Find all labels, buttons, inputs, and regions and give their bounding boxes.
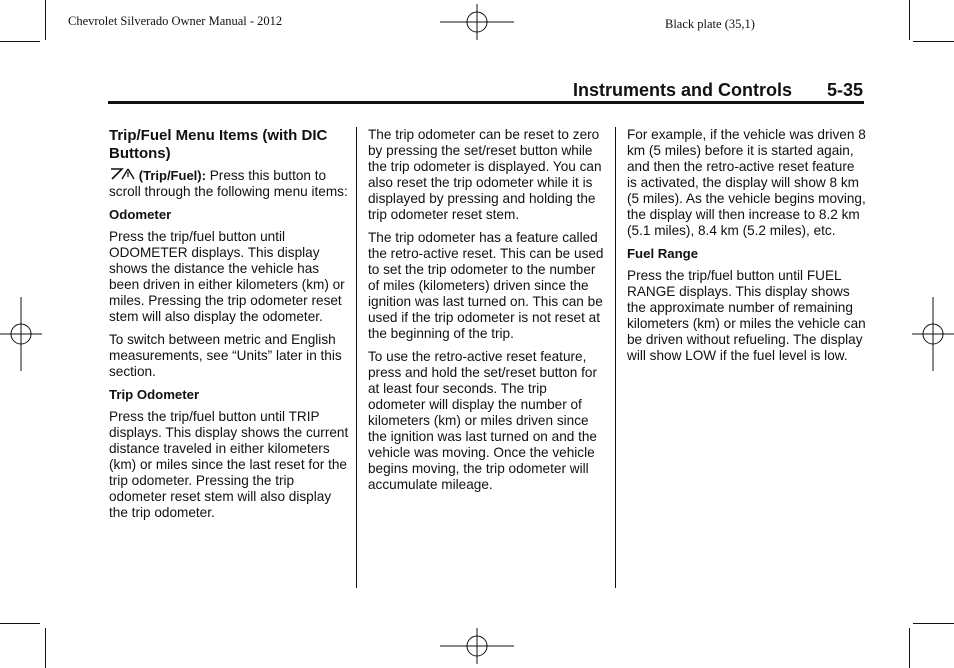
crop-mark xyxy=(913,623,954,624)
crop-mark xyxy=(0,41,40,42)
header-rule xyxy=(108,101,864,104)
menu-items-heading: Trip/Fuel Menu Items (with DIC Buttons) xyxy=(109,127,328,162)
crop-mark xyxy=(0,623,40,624)
plate-label: Black plate (35,1) xyxy=(665,17,755,31)
section-title: Instruments and Controls xyxy=(573,80,793,100)
registration-mark-icon xyxy=(0,297,42,371)
column-divider xyxy=(356,127,357,588)
crop-mark xyxy=(909,0,910,40)
manual-title: Chevrolet Silverado Owner Manual - 2012 xyxy=(68,14,283,28)
column-3 xyxy=(627,127,867,371)
fuel-range-heading: Fuel Range xyxy=(627,246,699,261)
registration-mark-icon xyxy=(440,4,514,40)
column-2 xyxy=(368,127,608,500)
crop-mark xyxy=(909,628,910,668)
fuel-range-paragraph: Press the trip/fuel button until FUEL RANGE displays. This display shows the approximate number of remaining kilometers (km) or miles the vehicle can be driven without refueling. The display will show LOW if the fuel level is low. xyxy=(627,268,866,363)
column-1 xyxy=(109,127,349,528)
retro-active-use-paragraph: To use the retro-active reset feature, press and hold the set/reset button for at least four seconds. The trip odometer will display the number of kilometers (km) or miles driven since the ignition was last turned on and the vehicle was moving. Once the vehicle begins moving, the trip odometer will accumulate mileage. xyxy=(368,349,597,492)
crop-mark xyxy=(45,628,46,668)
trip-odometer-paragraph: Press the trip/fuel button until TRIP displays. This display shows the current distance traveled in either kilometers (km) or miles since the last reset for the trip odometer. Pressing the trip odometer reset stem will also display the trip odometer. xyxy=(109,409,349,520)
trip-fuel-text: Press this button to scroll through the following menu items: xyxy=(109,168,348,199)
example-paragraph: For example, if the vehicle was driven 8 km (5 miles) before it is started again, and then the retro-active reset feature is activated, the display will show 8 km (5 miles). As the vehicle begins moving, the display will then increase to 8.2 km (5.1 miles), 8.4 km (5.2 miles), etc. xyxy=(627,127,866,238)
page-number: 5-35 xyxy=(827,80,864,100)
reset-paragraph: The trip odometer can be reset to zero by pressing the set/reset button while the trip odometer is displayed. You can also reset the trip odometer while it is displayed by pressing and holding the trip odometer reset stem. xyxy=(368,127,602,222)
crop-mark xyxy=(45,0,46,40)
units-paragraph: To switch between metric and English measurements, see “Units” later in this section. xyxy=(109,332,342,379)
retro-active-paragraph: The trip odometer has a feature called the retro-active reset. This can be used to set the trip odometer to the number of miles (kilometers) driven since the ignition was last turned on. This can be used if the trip odometer is not reset at the beginning of the trip. xyxy=(368,230,604,341)
trip-odometer-heading: Trip Odometer xyxy=(109,387,200,402)
column-divider xyxy=(615,127,616,588)
odometer-heading: Odometer xyxy=(109,207,172,222)
trip-fuel-label: (Trip/Fuel): xyxy=(138,168,206,183)
trip-fuel-paragraph xyxy=(109,167,349,200)
registration-mark-icon xyxy=(912,297,954,371)
registration-mark-icon xyxy=(440,628,514,664)
trip-fuel-icon xyxy=(109,167,135,181)
odometer-paragraph: Press the trip/fuel button until ODOMETER displays. This display shows the distance the vehicle has been driven in either kilometers (km) or miles. Pressing the trip odometer reset stem will also display the odometer. xyxy=(109,229,345,324)
crop-mark xyxy=(913,41,954,42)
